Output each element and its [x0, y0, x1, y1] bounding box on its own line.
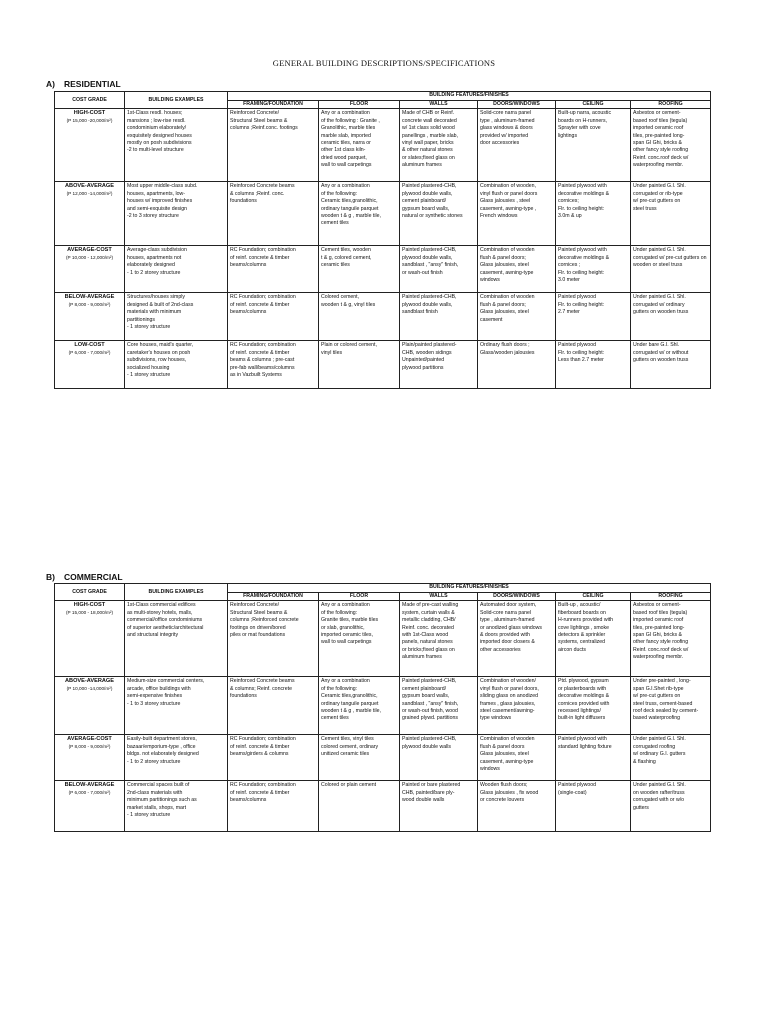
table-row: [55, 109, 711, 182]
header-row: [55, 584, 711, 593]
grade-price-range: (P 12,000 -14,000/m²): [66, 191, 113, 197]
roofing-cell: Asbestos or cement- based roof tiles (tegula) imported ceramic roof tiles, pre-painted long- span GI Ghi, bricks & other fancy style roofing Reinf. conc.roof deck w/ waterproofing membr.: [631, 601, 711, 677]
header-ceiling: CEILING: [556, 593, 631, 601]
doors-cell: Automated door system, Solid-core narra panel type , aluminum-framed or anodized glass windows & doors provided with imported door closers & other accessories: [478, 601, 556, 677]
table-row: [55, 182, 711, 246]
examples-cell: 1st-Class commercial edifices as multi-storey hotels, malls, commercial/office condominiums of superior aesthetic/architectural and structural integrity: [125, 601, 228, 677]
header-ceiling: CEILING: [556, 101, 631, 109]
header-row: [55, 92, 711, 101]
header-cost-grade: COST GRADE: [55, 584, 125, 601]
framing-cell: RC Foundation; combination of reinf. concrete & timber beams/girders & columns: [228, 735, 319, 781]
doors-cell: Solid-core narra panel type , aluminum-framed glass windows & doors provided w/ imported door accessories: [478, 109, 556, 182]
examples-cell: Easily-built department stores, bazaar/emporium-type , office bldgs. not elaborately designed - 1 to 2 storey structure: [125, 735, 228, 781]
grade-name: HIGH-COST: [73, 602, 106, 609]
cost-grade-cell: [55, 341, 125, 389]
roofing-cell: Under painted G.I. Shl. corrugated w/ pre-cut gutters on wooden or steel truss: [631, 246, 711, 293]
doors-cell: Combination of wooden flush & panel doors; Glass jalousies, steel casement: [478, 293, 556, 341]
floor-cell: Cement tiles, wooden t & g, colored cement, ceramic tiles: [319, 246, 400, 293]
roofing-cell: Asbestos or cement- based roof tiles (tegula) imported ceramic roof tiles, pre-painted long- span GI Ghi, bricks & other fancy style roofing Reinf. conc.roof deck w/ waterproofing membr.: [631, 109, 711, 182]
floor-cell: Any or a combination of the following : Granite , Granolithic, marble tiles marble slab, imported ceramic tiles, narra or other 1st class kiln- dried wood parquet, wall to wall carpetings: [319, 109, 400, 182]
floor-cell: Plain or colored cement, vinyl tiles: [319, 341, 400, 389]
section-name: RESIDENTIAL: [64, 79, 121, 89]
walls-cell: Painted plastered-CHB, plywood double walls, sandblast finish: [400, 293, 478, 341]
header-features-group: BUILDING FEATURES/FINISHES: [228, 584, 711, 593]
grade-name: AVERAGE-COST: [67, 247, 112, 254]
walls-cell: Made of CHB or Reinf. concrete wall decorated w/ 1st class solid wood panellings , marble slab, vinyl wall paper, bricks & other natural stones or slates;fixed glass on aluminum frames: [400, 109, 478, 182]
cost-grade-cell: [55, 781, 125, 832]
framing-cell: Reinforced Concrete/ Structural Steel beams & columns ;Reinf.conc. footings: [228, 109, 319, 182]
ceiling-cell: Built-up , acoustic/ fiberboard boards on H-runners provided with cove lightings , smoke detectors & sprinkler systems, centralized aircon ducts: [556, 601, 631, 677]
grade-name: LOW-COST: [74, 342, 105, 349]
ceiling-cell: Painted plywood Flr. to ceiling height: 2.7 meter: [556, 293, 631, 341]
walls-cell: Painted or bare plastered CHB, painted/bare ply- wood double walls: [400, 781, 478, 832]
ceiling-cell: Painted plywood (single-coat): [556, 781, 631, 832]
examples-cell: Commercial spaces built of 2nd-class materials with minimum partitionings such as market stalls, shops, mart - 1 storey structure: [125, 781, 228, 832]
grade-name: BELOW-AVERAGE: [64, 782, 115, 789]
grade-price-range: (P 10,000 -14,000/m²): [66, 686, 113, 692]
roofing-cell: Under painted G.I. Shl. corrugated roofing w/ ordinary G.I. gutters & flashing: [631, 735, 711, 781]
walls-cell: Plain/painted plastered- CHB, wooden sidings Unpainted/painted plywood partitions: [400, 341, 478, 389]
walls-cell: Painted plastered-CHB, plywood double walls: [400, 735, 478, 781]
walls-cell: Made of pre-cast walling system, curtain walls & metallic cladding, CHB/ Reinf. conc. decorated with 1st-Class wood panels, natural stones or bricks;fixed glass on aluminum frames: [400, 601, 478, 677]
header-floor: FLOOR: [319, 593, 400, 601]
section-letter: A): [46, 79, 55, 89]
roofing-cell: Under painted G.I. Shl. on wooden rafter/truss corrugated with or w/o gutters: [631, 781, 711, 832]
grade-name: ABOVE-AVERAGE: [64, 183, 114, 190]
header-framing: FRAMING/FOUNDATION: [228, 593, 319, 601]
commercial-table: [54, 583, 711, 832]
header-building-examples: BUILDING EXAMPLES: [125, 92, 228, 109]
header-doors: DOORS/WINDOWS: [478, 101, 556, 109]
walls-cell: Painted plastered-CHB, plywood double walls, sandblast , "ansy" finish, or wash-out finish: [400, 246, 478, 293]
cost-grade-cell: [55, 677, 125, 735]
header-walls: WALLS: [400, 593, 478, 601]
grade-price-range: (P 8,000 - 9,000/m²): [68, 744, 111, 750]
cost-grade-cell: [55, 109, 125, 182]
grade-price-range: (P 8,000 - 9,000/m²): [68, 302, 111, 308]
roofing-cell: Under bare G.I. Shl. corrugated w/ or without gutters on wooden truss: [631, 341, 711, 389]
table-row: [55, 781, 711, 832]
residential-table: [54, 91, 711, 389]
grade-price-range: (P 6,000 - 7,000/m²): [68, 790, 111, 796]
section-letter: B): [46, 572, 55, 582]
grade-name: HIGH-COST: [73, 110, 106, 117]
doors-cell: Wooden flush doors; Glass jalousies , fix wood or concrete louvers: [478, 781, 556, 832]
table-row: [55, 601, 711, 677]
doors-cell: Combination of wooden, vinyl flush or panel doors Glass jalousies , steel casement, awning-type , French windows: [478, 182, 556, 246]
ceiling-cell: Painted plywood with decorative moldings & cornices; Flr. to ceiling height: 3.0m & up: [556, 182, 631, 246]
floor-cell: Any or a combination of the following: Granite tiles, marble tiles or slab, granolithic, imported ceramic tiles, wall to wall carpetings: [319, 601, 400, 677]
walls-cell: Painted plastered-CHB, cement plainboard/ gypsum board walls, sandblast , "ansy" finish, or wash-out finish, wood grained plywd. partitions: [400, 677, 478, 735]
ceiling-cell: Painted plywood with decorative moldings & cornices ; Flr. to ceiling height: 3.0 meter: [556, 246, 631, 293]
ceiling-cell: Ptd. plywood, gypsum or plasterboards with decorative moldings & cornices provided with recessed lightings/ built-in light diffusers: [556, 677, 631, 735]
framing-cell: RC Foundation; combination of reinf. concrete & timber beams & columns ; pre-cast pre-fab wall/beams/columns as in Vazbuilt Systems: [228, 341, 319, 389]
roofing-cell: Under painted G.I. Shl. corrugated or rib-type w/ pre-cut gutters on steel truss: [631, 182, 711, 246]
framing-cell: RC Foundation; combination of reinf. concrete & timber beams/columns: [228, 246, 319, 293]
section-heading-commercial: [46, 572, 123, 582]
section-heading-residential: [46, 79, 121, 89]
header-doors: DOORS/WINDOWS: [478, 593, 556, 601]
grade-price-range: (P 6,000 - 7,000/m²): [68, 350, 111, 356]
framing-cell: RC Foundation; combination of reinf. concrete & timber beams/columns: [228, 293, 319, 341]
floor-cell: Colored cement, wooden t & g, vinyl tiles: [319, 293, 400, 341]
cost-grade-cell: [55, 182, 125, 246]
ceiling-cell: Painted plywood with standard lighting fixture: [556, 735, 631, 781]
roofing-cell: Under pre-painted , long- span G.I.Shet rib-type w/ pre-cut gutters on steel truss, cement-based roof deck sealed by cement- based waterproofing: [631, 677, 711, 735]
framing-cell: Reinforced Concrete beams & columns; Reinf. concrete foundations: [228, 677, 319, 735]
header-floor: FLOOR: [319, 101, 400, 109]
table-row: [55, 246, 711, 293]
examples-cell: Medium-size commercial centers, arcade, office buildings with semi-expensive finishes - 1 to 3 storey structure: [125, 677, 228, 735]
header-framing: FRAMING/FOUNDATION: [228, 101, 319, 109]
doors-cell: Combination of wooden/ vinyl flush or panel doors, sliding glass on anodized frames , glass jalousies, steel casement/awning- type windows: [478, 677, 556, 735]
grade-name: BELOW-AVERAGE: [64, 294, 115, 301]
cost-grade-cell: [55, 293, 125, 341]
section-name: COMMERCIAL: [64, 572, 123, 582]
floor-cell: Cement tiles, vinyl tiles colored cement, ordinary unitized ceramic tiles: [319, 735, 400, 781]
table-row: [55, 293, 711, 341]
grade-name: AVERAGE-COST: [67, 736, 112, 743]
examples-cell: Core houses, maid's quarter, caretaker's houses on posh subdivisions, row houses, socialized housing - 1 storey structure: [125, 341, 228, 389]
doors-cell: Combination of wooden flush & panel doors; Glass jalousies, steel casement, awning-type windows: [478, 246, 556, 293]
examples-cell: Structures/houses simply designed & built of 2nd-class materials with minimum partitionings - 1 storey structure: [125, 293, 228, 341]
grade-price-range: (P 15,000 -20,000/m²): [66, 118, 113, 124]
cost-grade-cell: [55, 735, 125, 781]
table-row: [55, 735, 711, 781]
header-cost-grade: COST GRADE: [55, 92, 125, 109]
examples-cell: Average-class subdivision houses, apartments not elaborately designed - 1 to 2 storey structure: [125, 246, 228, 293]
grade-name: ABOVE-AVERAGE: [64, 678, 114, 685]
table-row: [55, 341, 711, 389]
examples-cell: Most upper middle-class subd. houses, apartments, low- houses w/ improved finishes and semi-exquisite design -2 to 3 storey structure: [125, 182, 228, 246]
grade-price-range: (P 15,000 - 18,000/m²): [65, 610, 114, 616]
document-title: GENERAL BUILDING DESCRIPTIONS/SPECIFICATIONS: [272, 58, 496, 68]
header-building-examples: BUILDING EXAMPLES: [125, 584, 228, 601]
doors-cell: Combination of wooden flush & panel doors Glass jalousies, steel casement, awning-type windows: [478, 735, 556, 781]
floor-cell: Any or a combination of the following: Ceramic tiles,granolithic, ordinary tanguile parquet wooden t & g , marble tile, cement tiles: [319, 182, 400, 246]
header-walls: WALLS: [400, 101, 478, 109]
cost-grade-cell: [55, 246, 125, 293]
framing-cell: Reinforced Concrete/ Structural Steel beams & columns ;Reinforced concrete footings on driven/bored piles or mat foundations: [228, 601, 319, 677]
grade-price-range: (P 10,000 - 12,000/m²): [65, 255, 114, 261]
table-row: [55, 677, 711, 735]
framing-cell: Reinforced Concrete beams & columns ;Reinf. conc. foundations: [228, 182, 319, 246]
floor-cell: Colored or plain cement: [319, 781, 400, 832]
header-roofing: ROOFING: [631, 101, 711, 109]
examples-cell: 1st-Class resdl. houses; mansions ; low-rise resdl. condominium elaborately/ exquisitely designed houses mostly on posh subdivisions -2 to multi-level structure: [125, 109, 228, 182]
cost-grade-cell: [55, 601, 125, 677]
doors-cell: Ordinary flush doors ; Glass/wooden jalousies: [478, 341, 556, 389]
header-features-group: BUILDING FEATURES/FINISHES: [228, 92, 711, 101]
walls-cell: Painted plastered-CHB, plywood double walls, cement plainboard/ gypsum board walls, natural or synthetic stones: [400, 182, 478, 246]
ceiling-cell: Built-up narra, acoustic boards on H-runners, Sprayter with cove lightings: [556, 109, 631, 182]
ceiling-cell: Painted plywood Flr. to ceiling height: Less than 2.7 meter: [556, 341, 631, 389]
framing-cell: RC Foundation; combination of reinf. concrete & timber beams/columns: [228, 781, 319, 832]
header-roofing: ROOFING: [631, 593, 711, 601]
roofing-cell: Under painted G.I. Shl. corrugated w/ ordinary gutters on wooden truss: [631, 293, 711, 341]
floor-cell: Any or a combination of the following: Ceramic tiles,granolithic, ordinary tanguile parquet wooden t & g , marble tile, cement tiles: [319, 677, 400, 735]
